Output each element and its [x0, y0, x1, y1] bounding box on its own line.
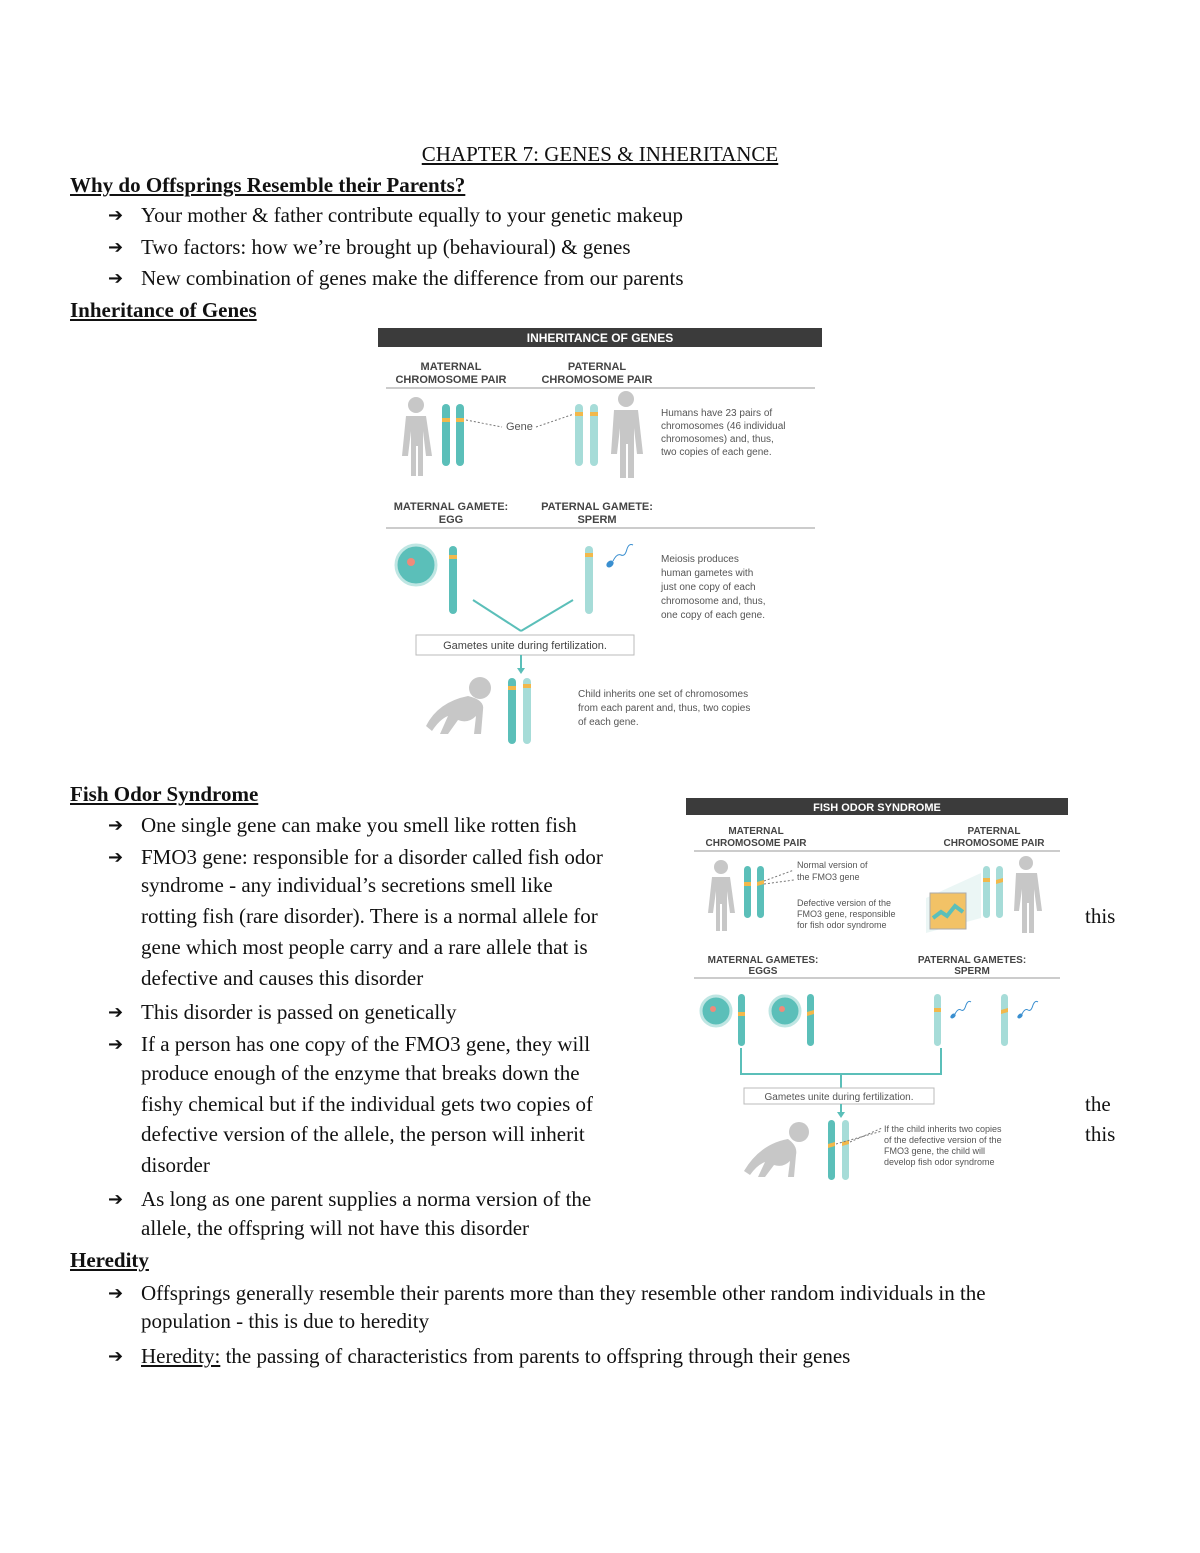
maternal-gametes-label: EGGS	[748, 966, 778, 977]
fish-odor-syndrome-figure	[686, 798, 1069, 1188]
bullet-text-continued: gene which most people carry and a rare allele that is	[141, 935, 588, 959]
inheritance-of-genes-figure	[378, 328, 822, 748]
bullet-text: If a person has one copy of the FMO3 gene, they will	[141, 1032, 591, 1056]
definition-text: the passing of characteristics from parents to offspring through their genes	[220, 1344, 851, 1368]
section-heading-inheritance: Inheritance of Genes	[70, 298, 257, 322]
child-chromosome-pair	[508, 678, 531, 744]
figure-note: FMO3 gene, the child will	[884, 1146, 986, 1156]
figure-note: Humans have 23 pairs of	[661, 408, 773, 419]
mother-silhouette	[402, 397, 432, 476]
bullet-text: As long as one parent supplies a norma version of the	[141, 1187, 592, 1211]
bullet-text: New combination of genes make the difference from our parents	[141, 266, 684, 290]
figure-note: of each gene.	[578, 717, 639, 728]
paternal-pair-label: CHROMOSOME PAIR	[541, 374, 653, 386]
arrow-right-icon: ➔	[108, 1034, 124, 1055]
wrapped-word: this	[1085, 1122, 1116, 1146]
figure-note: Meiosis produces	[661, 554, 739, 565]
section-heading-offsprings: Why do Offsprings Resemble their Parents?	[70, 173, 466, 197]
egg-icon	[396, 545, 436, 585]
baby-silhouette	[744, 1122, 809, 1177]
wrapped-word: the	[1085, 1092, 1111, 1116]
figure-note: from each parent and, thus, two copies	[578, 703, 751, 714]
maternal-pair-label: CHROMOSOME PAIR	[395, 374, 507, 386]
maternal-gamete-label: EGG	[438, 514, 464, 526]
page-title: CHAPTER 7: GENES & INHERITANCE	[421, 142, 779, 166]
figure-note: If the child inherits two copies	[884, 1124, 1002, 1134]
figure-note: Child inherits one set of chromosomes	[578, 689, 749, 700]
bullet-text: Offsprings generally resemble their parents more than they resemble other random individuals in the	[141, 1281, 986, 1305]
section-heading-heredity: Heredity	[70, 1248, 149, 1272]
bullet-text-continued: allele, the offspring will not have this disorder	[141, 1216, 530, 1240]
bullet-text: This disorder is passed on genetically	[141, 1000, 457, 1024]
figure-note: just one copy of each	[661, 582, 756, 593]
maternal-pair-label: MATERNAL	[728, 826, 784, 837]
bullet-text-continued: syndrome - any individual’s secretions smell like	[141, 873, 553, 897]
figure-banner-text: INHERITANCE OF GENES	[526, 331, 674, 345]
wrapped-word: this	[1085, 904, 1116, 928]
fertilization-label: Gametes unite during fertilization.	[443, 640, 607, 652]
figure-note: Normal version of	[797, 860, 868, 870]
arrow-right-icon: ➔	[108, 1189, 124, 1210]
paternal-chromosome-pair	[983, 866, 1003, 918]
section-heading-fish-odor: Fish Odor Syndrome	[70, 782, 259, 806]
arrow-right-icon: ➔	[108, 1283, 124, 1304]
figure-note: human gametes with	[661, 568, 754, 579]
arrow-right-icon: ➔	[108, 1002, 124, 1023]
defined-term: Heredity:	[141, 1344, 221, 1368]
figure-note: chromosomes (46 individual	[661, 421, 786, 432]
maternal-gamete-label: MATERNAL GAMETE:	[393, 501, 509, 513]
paternal-pair-label: PATERNAL	[967, 826, 1021, 837]
figure-banner-text: FISH ODOR SYNDROME	[813, 802, 941, 814]
maternal-gametes-label: MATERNAL GAMETES:	[707, 955, 819, 966]
arrow-right-icon: ➔	[108, 205, 124, 226]
figure-note: Defective version of the	[797, 898, 892, 908]
figure-note: chromosome and, thus,	[661, 596, 766, 607]
child-chromosome-pair	[828, 1120, 849, 1180]
figure-note: the FMO3 gene	[797, 872, 860, 882]
arrow-right-icon: ➔	[108, 268, 124, 289]
bullet-text-continued: defective and causes this disorder	[141, 966, 424, 990]
bullet-text: Two factors: how we’re brought up (behavioural) & genes	[141, 235, 631, 259]
bullet-text-continued: produce enough of the enzyme that breaks down the	[141, 1061, 580, 1085]
allele-zoom-inset	[926, 873, 981, 933]
egg-icon	[701, 996, 731, 1026]
father-silhouette	[611, 391, 643, 478]
father-silhouette	[1014, 856, 1042, 933]
bullet-text-continued: population - this is due to heredity	[141, 1309, 430, 1333]
paternal-chromosome-pair	[575, 404, 598, 466]
paternal-gamete-label: PATERNAL GAMETE:	[541, 501, 653, 513]
bullet-text-continued: rotting fish (rare disorder). There is a normal allele for	[141, 904, 598, 928]
gene-label: Gene	[506, 421, 533, 433]
bullet-text	[141, 1341, 850, 1372]
fertilization-label: Gametes unite during fertilization.	[764, 1092, 914, 1103]
arrow-right-icon: ➔	[108, 1346, 124, 1367]
arrow-right-icon: ➔	[108, 847, 124, 868]
bullet-text-continued: disorder	[141, 1153, 210, 1177]
figure-note: FMO3 gene, responsible	[797, 909, 896, 919]
maternal-pair-label: MATERNAL	[420, 361, 482, 373]
arrow-right-icon: ➔	[108, 237, 124, 258]
paternal-gametes-label: PATERNAL GAMETES:	[917, 955, 1027, 966]
figure-note: one copy of each gene.	[661, 610, 765, 621]
egg-icon	[770, 996, 800, 1026]
sperm-icon	[1016, 1001, 1038, 1019]
figure-note: two copies of each gene.	[661, 447, 772, 458]
figure-note: of the defective version of the	[884, 1135, 1002, 1145]
paternal-gamete-label: SPERM	[577, 514, 617, 526]
maternal-pair-label: CHROMOSOME PAIR	[705, 838, 807, 849]
paternal-pair-label: CHROMOSOME PAIR	[943, 838, 1045, 849]
figure-note: chromosomes) and, thus,	[661, 434, 774, 445]
sperm-icon	[605, 545, 633, 569]
bullet-text-continued: defective version of the allele, the person will inherit	[141, 1122, 585, 1146]
bullet-text: Your mother & father contribute equally to your genetic makeup	[141, 203, 683, 227]
sperm-icon	[949, 1001, 971, 1019]
figure-note: develop fish odor syndrome	[884, 1157, 995, 1167]
paternal-gametes-label: SPERM	[954, 966, 990, 977]
mother-silhouette	[708, 860, 735, 931]
bullet-text: FMO3 gene: responsible for a disorder called fish odor	[141, 845, 603, 869]
bullet-text-continued: fishy chemical but if the individual gets two copies of	[141, 1092, 593, 1116]
figure-note: for fish odor syndrome	[797, 920, 887, 930]
maternal-chromosome-pair	[442, 404, 464, 466]
bullet-text: One single gene can make you smell like rotten fish	[141, 813, 577, 837]
arrow-right-icon: ➔	[108, 815, 124, 836]
baby-silhouette	[426, 677, 491, 734]
maternal-chromosome-pair	[744, 866, 764, 918]
paternal-pair-label: PATERNAL	[567, 361, 627, 373]
